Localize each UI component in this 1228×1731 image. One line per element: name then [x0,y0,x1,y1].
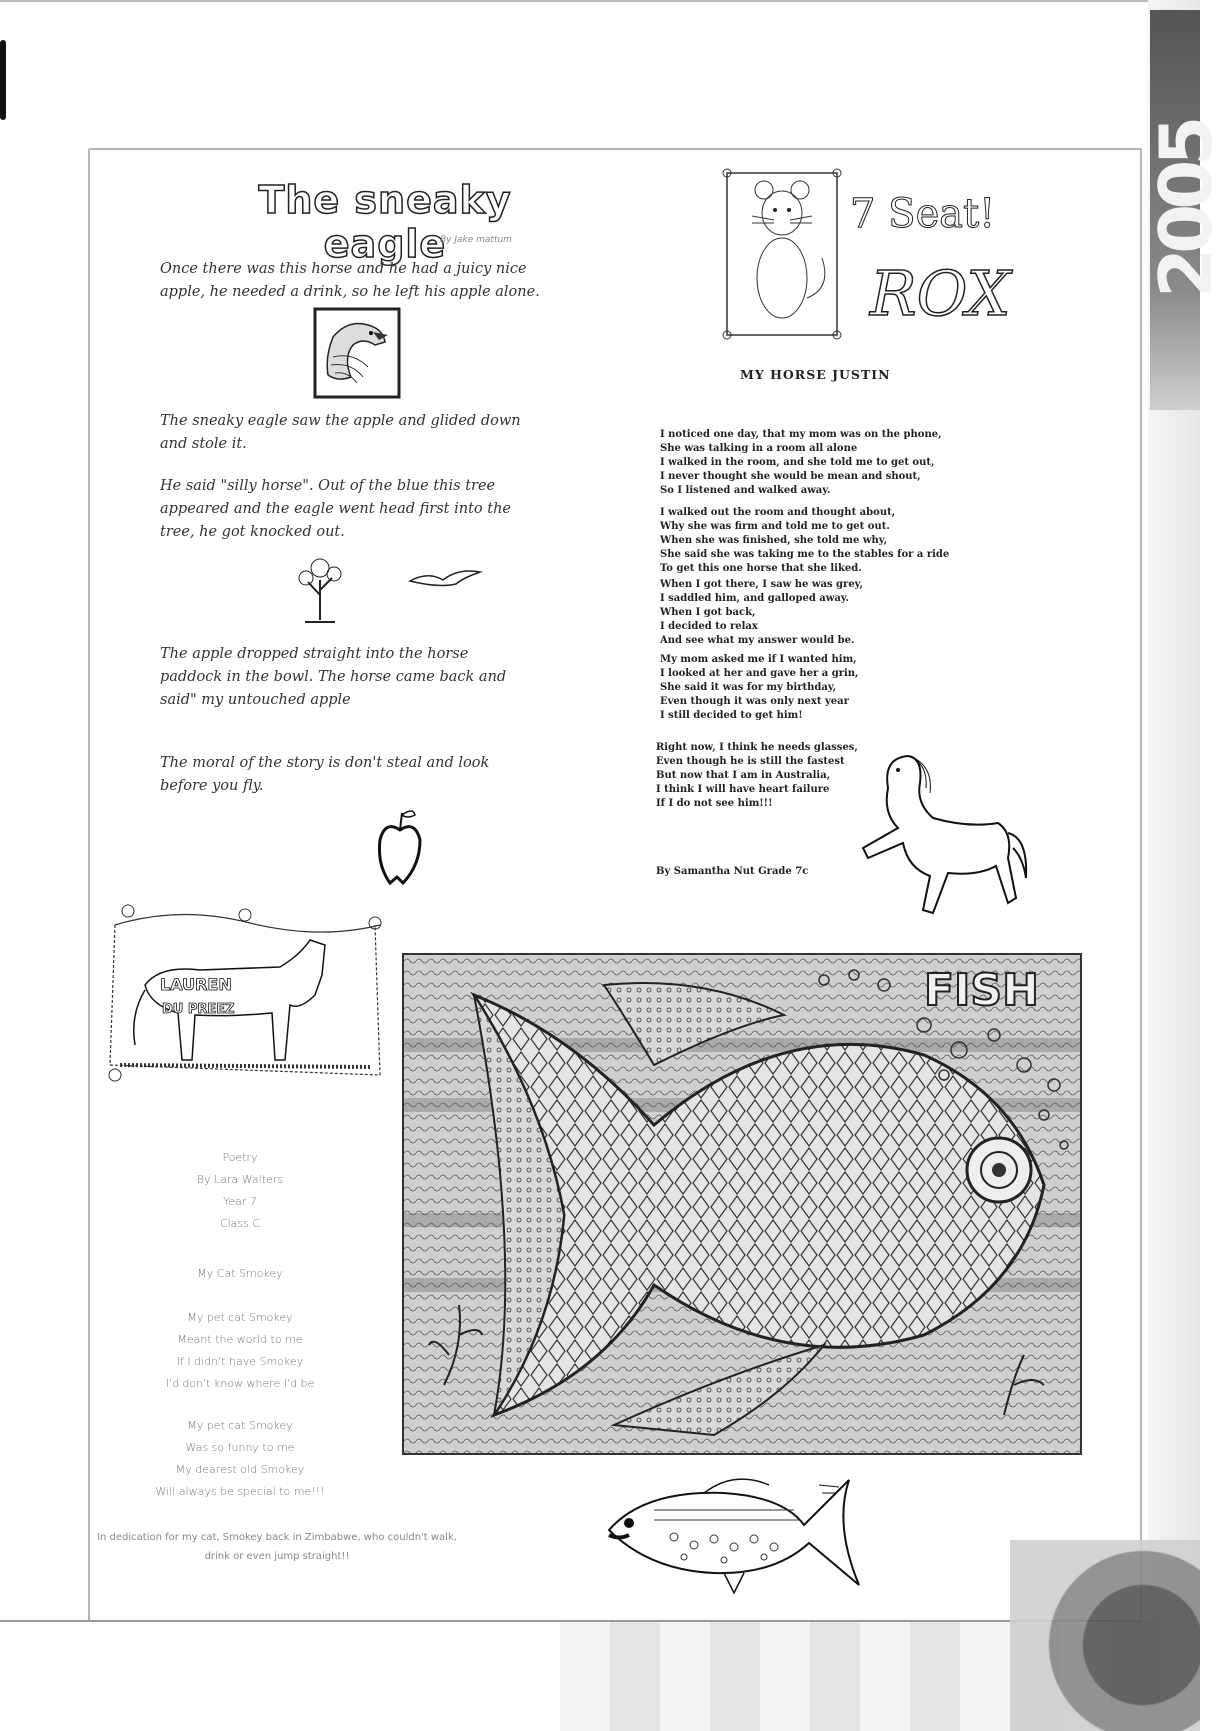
cat-poem-verse-1 [120,1307,360,1395]
poem-line: Even though it was only next year [660,696,849,707]
cat-poem-line: Was so funny to me [185,1441,295,1454]
cat-poem-line: My dearest old Smokey [175,1463,305,1476]
poem-line: My mom asked me if I wanted him, [660,654,857,665]
cat-poem-line: Meant the world to me [177,1333,303,1346]
mouse-drawing-icon [722,168,842,340]
cat-poem-heading [120,1147,360,1235]
poem-line: When I got back, [660,607,756,618]
eagle-paragraph-1: Once there was this horse and he had a juicy nice apple, he needed a drink, so he left his apple alone. [160,261,540,300]
poem-line: I never thought she would be mean and shout, [660,471,921,482]
cat-poem-line: My pet cat Smokey [187,1311,293,1324]
poem-line: She said it was for my birthday, [660,682,837,693]
horse-poem-author: By Samantha Nut Grade 7c [656,866,809,877]
poem-line: I walked out the room and thought about, [660,507,896,518]
fish-artwork [402,953,1082,1455]
eagle-story-byline: By Jake mattum [440,235,512,245]
eagle-paragraph-4: The apple dropped straight into the horse paddock in the bowl. The horse came back and said" my untouched apple [160,646,507,708]
poem-line: I noticed one day, that my mom was on the phone, [660,429,942,440]
poem-line: And see what my answer would be. [660,635,855,646]
poem-line: I decided to relax [660,621,758,632]
poem-line: I looked at her and gave her a grin, [660,668,859,679]
cat-poem-heading-line: Class C [219,1217,261,1230]
top-rule [0,0,1150,2]
cat-poem-dedication: In dedication for my cat, Smokey back in Zimbabwe, who couldn't walk, drink or even jump straight!! [97,1532,457,1562]
poem-line: Why she was firm and told me to get out. [660,521,890,532]
bottom-rule [0,1620,1140,1622]
binding-mark [0,40,6,120]
cat-poem-line: Will always be special to me!!! [155,1485,325,1498]
poem-line: To get this one horse that she liked. [660,563,862,574]
donkey-label-line1: LAUREN [160,975,232,994]
cat-poem-title: My Cat Smokey [197,1267,283,1280]
cat-poem-line: I'd don't know where I'd be [165,1377,315,1390]
poem-line: If I do not see him!!! [656,798,773,809]
poem-line: Right now, I think he needs glasses, [656,742,858,753]
horse-poem-stanza-2 [660,506,949,576]
cat-poem-heading-line: By Lara Walters [196,1173,284,1186]
poem-line: I think I will have heart failure [656,784,830,795]
poem-line: So I listened and walked away. [660,485,831,496]
cat-poem-heading-line: Year 7 [223,1195,257,1208]
poem-line: She was talking in a room all alone [660,443,858,454]
flying-eagle-icon [408,566,483,591]
poem-line: I still decided to get him! [660,710,803,721]
horse-poem-stanza-4 [660,653,859,723]
corner-photo [1010,1540,1200,1731]
eagle-drawing-icon [313,307,401,399]
horse-poem-stanza-1 [660,428,942,498]
poem-line: I saddled him, and galloped away. [660,593,850,604]
rox-signature [845,175,1045,335]
fish-artwork-label: FISH [924,965,1039,1016]
side-band-year: 2005 [1144,121,1228,299]
horse-poem-stanza-3 [660,578,863,648]
poem-line: I walked in the room, and she told me to get out, [660,457,935,468]
rox-text-name: ROX [870,257,1011,330]
poem-line: She said she was taking me to the stables for a ride [660,549,950,560]
horse-poem-stanza-5 [656,741,858,811]
cat-poem-line: My pet cat Smokey [187,1419,293,1432]
donkey-drawing-icon [100,895,395,1085]
poem-line: When she was finished, she told me why, [660,535,888,546]
small-fish-drawing-icon [604,1465,864,1600]
horse-drawing-icon [848,748,1033,933]
eagle-paragraph-2: The sneaky eagle saw the apple and glided down and stole it. [160,413,521,452]
donkey-label-line2: DU PREEZ [162,1002,235,1017]
horse-poem-title: MY HORSE JUSTIN [740,367,891,382]
cat-poem-line: If I didn't have Smokey [176,1355,304,1368]
eagle-paragraph-5: The moral of the story is don't steal and look before you fly. [160,755,490,794]
fish-artwork-drawing [404,955,1080,1453]
eagle-story-title: The sneaky eagle [258,178,512,266]
poem-line: Even though he is still the fastest [656,756,845,767]
eagle-paragraph-3: He said "silly horse". Out of the blue this tree appeared and the eagle went head first into the tree, he got knocked out. [160,478,511,540]
rox-text-top: 7 Seat! [850,191,996,237]
apple-drawing-icon [375,805,425,892]
tree-drawing-icon [290,550,350,625]
poem-line: When I got there, I saw he was grey, [660,579,864,590]
cat-poem-verse-2 [120,1415,360,1503]
poem-line: But now that I am in Australia, [656,770,831,781]
cat-poem-heading-line: Poetry [222,1151,258,1164]
